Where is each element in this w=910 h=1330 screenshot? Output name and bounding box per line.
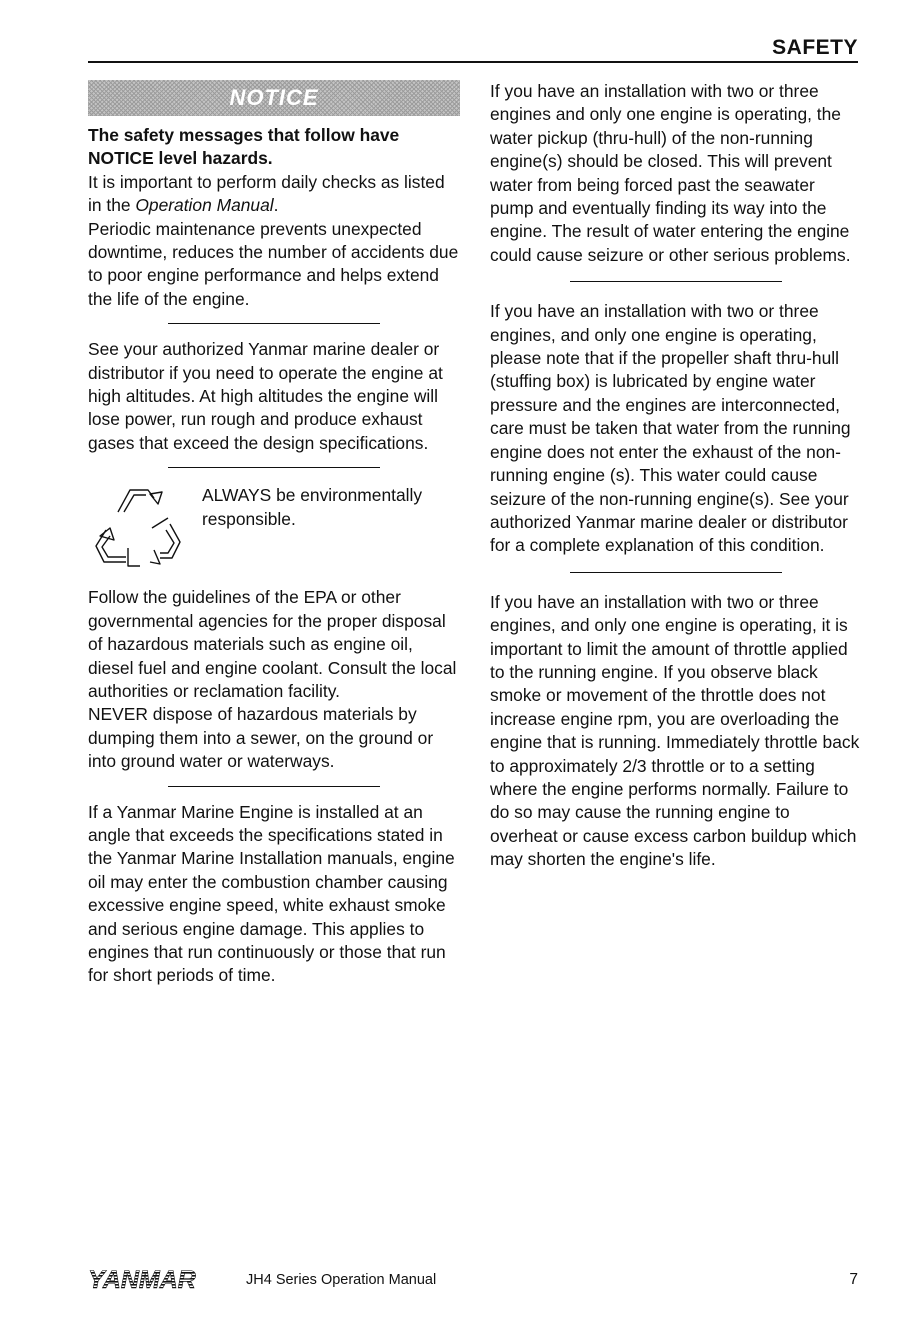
throttle-limit-paragraph: If you have an installation with two or three engines, and only one engine is operating, it is important to limit the amount of throttle applied to the running engine. If you observe black smoke or movement of the throttle does not increase engine rpm, you are overloading the engine that is running. Immediately throttle back to approximately 2/3 throttle or to a setting where the engine performs normally. Failure to do so may cause the running engine to overheat or cause excess carbon buildup which may shorten the engine's life. — [490, 591, 860, 870]
notice-banner-label: NOTICE — [229, 85, 319, 110]
section-divider — [168, 323, 380, 324]
recycle-icon — [88, 482, 202, 574]
notice-banner — [88, 80, 460, 116]
installation-angle-paragraph: If a Yanmar Marine Engine is installed at an angle that exceeds the specifications stated in the Yanmar Marine Installation manuals, engine oil may enter the combustion chamber causing excessive engine speed, white exhaust smoke and serious engine damage. This applies to engines that run continuously or those that run for short periods of time. — [88, 801, 455, 986]
environment-callout — [88, 482, 460, 574]
section-divider — [570, 281, 782, 282]
propeller-shaft-paragraph: If you have an installation with two or three engines, and only one engine is operating, please note that if the propeller shaft thru-hull (stuffing box) is lubricated by engine water pressure and the engines are interconnected, care must be taken that water from the running engine does not enter the exhaust of the non-running engine (s). This water could cause seizure of the non-running engine(s). See your authorized Yanmar marine dealer or distributor for a complete explanation of this condition. — [490, 301, 851, 556]
daily-checks-suffix: . — [273, 195, 279, 216]
left-column — [88, 80, 460, 988]
operation-manual-title: Operation Manual — [135, 195, 274, 216]
environment-callout-text: ALWAYS be environmentally responsible. — [202, 485, 423, 529]
daily-checks-paragraph — [88, 171, 460, 218]
never-dispose-paragraph: NEVER dispose of hazardous materials by dumping them into a sewer, on the ground or into ground water or waterways. — [88, 704, 434, 772]
section-divider — [168, 467, 380, 468]
altitude-paragraph: See your authorized Yanmar marine dealer or distributor if you need to operate the engine at high altitudes. At high altitudes the engine will lose power, run rough and produce exhaust gases that exceed the design specifications. — [88, 339, 443, 453]
section-divider — [168, 786, 380, 787]
section-divider — [570, 572, 782, 573]
page-number: 7 — [849, 1271, 858, 1288]
epa-guidelines-paragraph: Follow the guidelines of the EPA or other governmental agencies for the proper disposal of hazardous materials such as engine oil, diesel fuel and engine coolant. Consult the local authorities or reclamation facility. — [88, 587, 457, 701]
maintenance-paragraph: Periodic maintenance prevents unexpected downtime, reduces the number of accidents due to poor engine performance and helps extend the life of the engine. — [88, 218, 459, 309]
header-rule — [88, 61, 858, 63]
manual-title: JH4 Series Operation Manual — [246, 1272, 437, 1288]
section-title: SAFETY — [772, 36, 858, 59]
notice-heading: The safety messages that follow have NOTICE level hazards. — [88, 125, 400, 169]
water-pickup-paragraph: If you have an installation with two or three engines and only one engine is operating, the water pickup (thru-hull) of the non-running engine(s) should be closed. This will prevent water from being forced past the seawater pump and eventually finding its way into the engine. The result of water entering the engine could cause seizure or other serious problems. — [490, 81, 851, 265]
yanmar-logo-text: YANMAR — [88, 1266, 196, 1292]
right-column — [490, 80, 862, 872]
yanmar-logo — [88, 1266, 234, 1292]
daily-checks-prefix: It is important to perform daily checks as listed in the — [88, 171, 445, 216]
